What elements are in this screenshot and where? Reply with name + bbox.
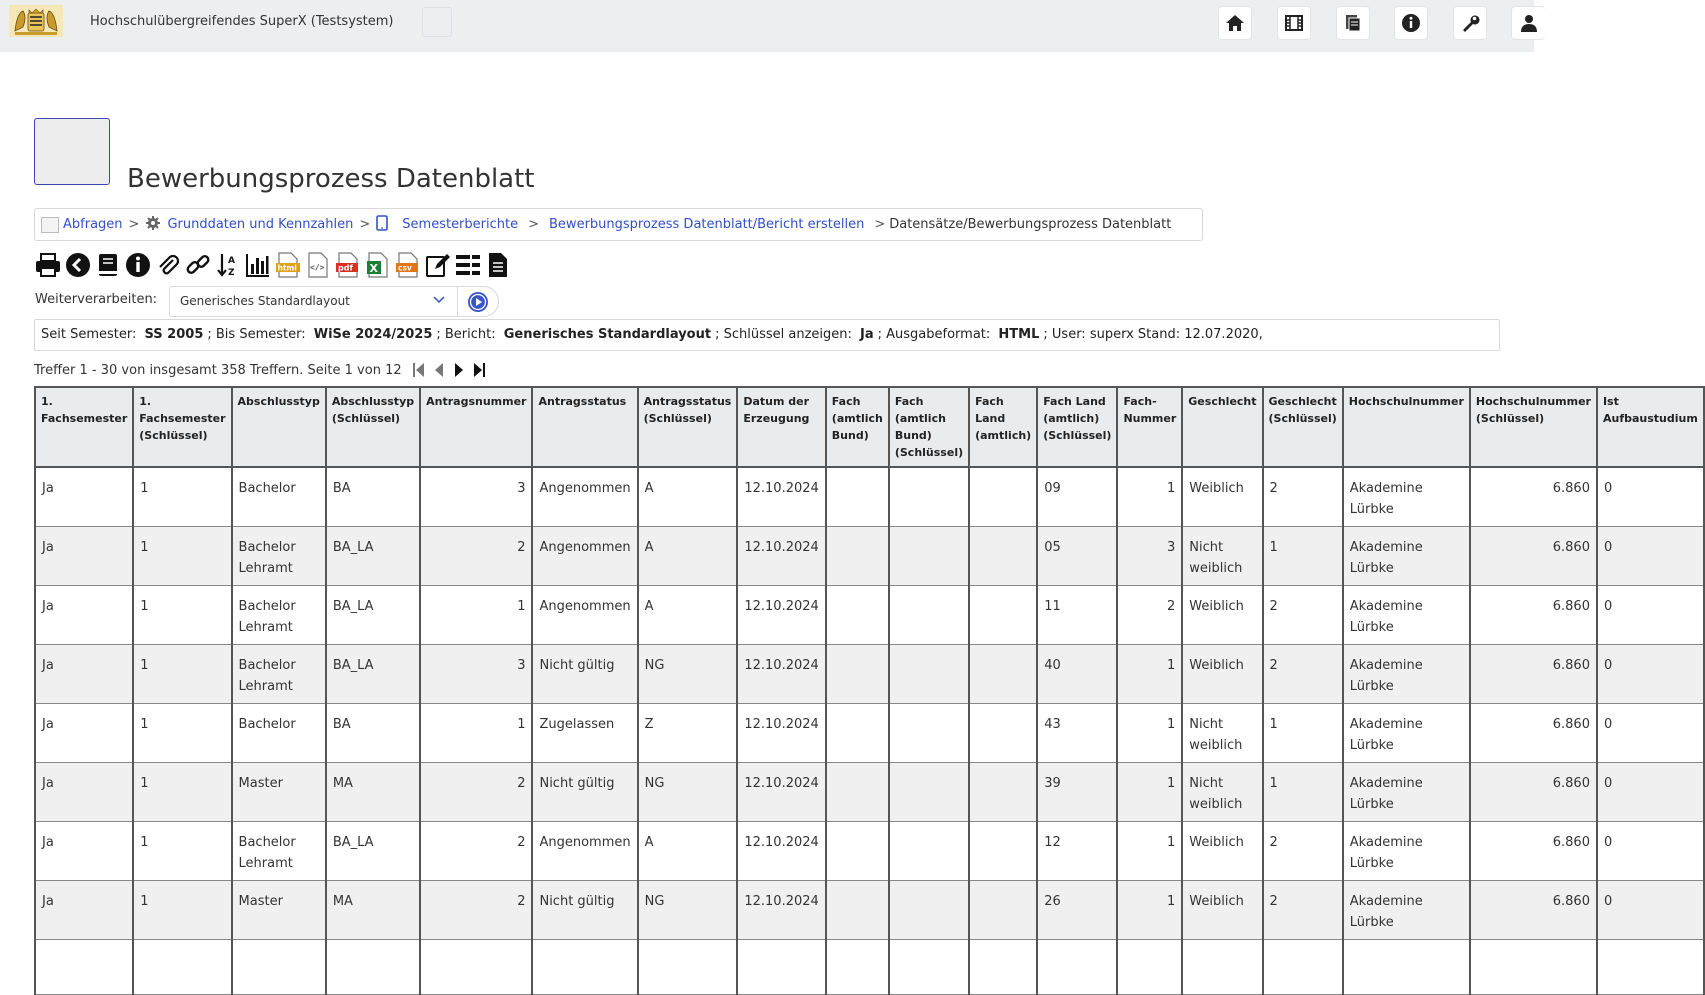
table-cell: 0 (1597, 467, 1704, 527)
seit-label: Seit Semester: (41, 327, 137, 342)
table-cell: 1 (1263, 704, 1343, 763)
table-cell (969, 645, 1037, 704)
table-row (35, 704, 1704, 763)
table-cell (826, 586, 889, 645)
table-cell: 2 (420, 527, 532, 586)
column-header[interactable]: Antragsnummer (420, 387, 532, 467)
table-cell: Bachelor Lehramt (232, 586, 326, 645)
table-cell: 2 (1263, 822, 1343, 881)
coat-of-arms-logo[interactable] (9, 5, 63, 37)
table-cell: 1 (1117, 763, 1182, 822)
book-button[interactable] (94, 251, 122, 279)
bis-value: WiSe 2024/2025 (313, 327, 433, 342)
table-cell: BA_LA (326, 822, 420, 881)
film-button[interactable] (1277, 6, 1311, 40)
table-cell (638, 940, 738, 995)
html-file-icon (275, 252, 301, 278)
sort-alpha-icon (215, 252, 241, 278)
table-cell: 0 (1597, 881, 1704, 940)
table-cell: Ja (35, 704, 133, 763)
column-header[interactable]: Fach Land (amtlich) (969, 387, 1037, 467)
pager (34, 361, 486, 379)
table-cell: 11 (1037, 586, 1117, 645)
table-cell: Akademine Lürbke (1343, 645, 1470, 704)
link-button[interactable] (184, 251, 212, 279)
table-cell (826, 822, 889, 881)
export-xls-button[interactable] (364, 251, 392, 279)
table-cell: Master (232, 763, 326, 822)
table-cell: 1 (1117, 467, 1182, 527)
table-cell: Bachelor Lehramt (232, 645, 326, 704)
column-header[interactable]: Geschlecht (1182, 387, 1262, 467)
table-cell: Nicht weiblich (1182, 704, 1262, 763)
table-cell (889, 822, 969, 881)
table-cell: Weiblich (1182, 822, 1262, 881)
table-cell: 12.10.2024 (737, 822, 825, 881)
table-cell: Akademine Lürbke (1343, 527, 1470, 586)
user-stand: ; User: superx Stand: 12.07.2020, (1043, 327, 1263, 342)
table-cell: Weiblich (1182, 467, 1262, 527)
table-cell: 0 (1597, 527, 1704, 586)
format-label: ; Ausgabeformat: (877, 327, 991, 342)
export-xml-button[interactable] (304, 251, 332, 279)
table-cell: 12.10.2024 (737, 467, 825, 527)
table-cell (826, 881, 889, 940)
chevron-left-circle-icon (65, 252, 91, 278)
breadcrumb-separator: > (359, 217, 371, 232)
table-cell (1343, 940, 1470, 995)
csv-file-icon (395, 252, 421, 278)
table-cell (1597, 940, 1704, 995)
table-row (35, 527, 1704, 586)
info-icon (125, 252, 151, 278)
table-cell: 2 (420, 822, 532, 881)
table-cell (326, 940, 420, 995)
table-cell: Ja (35, 467, 133, 527)
table-cell: BA_LA (326, 527, 420, 586)
excel-file-icon (365, 252, 391, 278)
export-csv-button[interactable] (394, 251, 422, 279)
sort-button[interactable] (214, 251, 242, 279)
schluessel-label: ; Schlüssel anzeigen: (715, 327, 852, 342)
table-cell: NG (638, 881, 738, 940)
user-button[interactable] (1511, 6, 1545, 40)
table-row (35, 822, 1704, 881)
column-header[interactable]: Geschlecht (Schlüssel) (1263, 387, 1343, 467)
table-cell: Bachelor Lehramt (232, 527, 326, 586)
table-cell (889, 940, 969, 995)
table-cell: 2 (1263, 467, 1343, 527)
info-details-button[interactable] (124, 251, 152, 279)
link-icon (185, 252, 211, 278)
table-cell: 6.860 (1470, 822, 1597, 881)
bar-chart-icon (245, 252, 271, 278)
table-cell: 2 (420, 763, 532, 822)
first-page-icon (412, 361, 426, 379)
user-icon (1519, 13, 1539, 33)
table-cell (969, 467, 1037, 527)
table-cell: 6.860 (1470, 881, 1597, 940)
book-icon (95, 252, 121, 278)
table-cell: 0 (1597, 645, 1704, 704)
table-cell: Akademine Lürbke (1343, 822, 1470, 881)
table-cell: Bachelor (232, 467, 326, 527)
column-header[interactable]: Fach Land (amtlich) (Schlüssel) (1037, 387, 1117, 467)
table-cell (969, 527, 1037, 586)
table-row (35, 763, 1704, 822)
list-settings-icon (455, 252, 481, 278)
table-cell: BA (326, 704, 420, 763)
table-cell: A (638, 586, 738, 645)
table-cell: Weiblich (1182, 645, 1262, 704)
paperclip-icon (155, 252, 181, 278)
table-cell: Nicht gültig (532, 645, 637, 704)
table-cell: 6.860 (1470, 586, 1597, 645)
table-cell: Akademine Lürbke (1343, 763, 1470, 822)
table-cell: 6.860 (1470, 763, 1597, 822)
prev-page-button[interactable] (432, 361, 446, 379)
table-cell: 12 (1037, 822, 1117, 881)
pdf-file-icon (335, 252, 361, 278)
checkbox-icon[interactable] (41, 217, 59, 233)
table-cell: Ja (35, 822, 133, 881)
table-cell: 6.860 (1470, 704, 1597, 763)
table-cell: A (638, 467, 738, 527)
column-header[interactable]: Ist Aufbaustudium (1597, 387, 1704, 467)
column-header[interactable]: Fach (amtlich Bund) (Schlüssel) (889, 387, 969, 467)
table-cell: Ja (35, 645, 133, 704)
settings-button[interactable] (1453, 6, 1487, 40)
print-icon (35, 252, 61, 278)
table-cell: Ja (35, 763, 133, 822)
table-cell: Akademine Lürbke (1343, 467, 1470, 527)
table-cell (826, 527, 889, 586)
table-cell: Nicht weiblich (1182, 763, 1262, 822)
weiterverarbeiten-label: Weiterverarbeiten: (35, 292, 158, 307)
table-cell: Akademine Lürbke (1343, 881, 1470, 940)
table-cell: 1 (1117, 704, 1182, 763)
table-cell: Bachelor Lehramt (232, 822, 326, 881)
books-icon (1343, 13, 1363, 33)
table-cell: MA (326, 881, 420, 940)
info-button[interactable] (1394, 6, 1428, 40)
table-cell: A (638, 527, 738, 586)
table-cell (35, 940, 133, 995)
table-cell: 1 (133, 527, 231, 586)
gear-puzzle-icon (145, 215, 161, 235)
table-cell: Angenommen (532, 586, 637, 645)
document-button[interactable] (484, 251, 512, 279)
table-cell: MA (326, 763, 420, 822)
table-cell (1037, 940, 1117, 995)
back-button[interactable] (64, 251, 92, 279)
chart-button[interactable] (244, 251, 272, 279)
table-cell (826, 467, 889, 527)
table-cell: 26 (1037, 881, 1117, 940)
breadcrumb-separator: > (528, 217, 540, 232)
breadcrumb-current: Datensätze/Bewerbungsprozess Datenblatt (889, 217, 1172, 232)
table-cell (969, 763, 1037, 822)
table-cell: Nicht gültig (532, 881, 637, 940)
breadcrumb-separator: > (128, 217, 140, 232)
table-cell: 0 (1597, 822, 1704, 881)
page-title: Bewerbungsprozess Datenblatt (127, 164, 535, 194)
books-button[interactable] (1336, 6, 1370, 40)
top-navbar (0, 0, 1534, 52)
table-cell (420, 940, 532, 995)
xls-badge: X (369, 262, 378, 275)
csv-badge: csv (398, 263, 412, 273)
table-cell: 1 (133, 881, 231, 940)
xml-file-icon (305, 252, 331, 278)
table-cell (737, 940, 825, 995)
table-cell: 39 (1037, 763, 1117, 822)
table-cell: 1 (133, 645, 231, 704)
table-cell: Zugelassen (532, 704, 637, 763)
first-page-button[interactable] (412, 361, 426, 379)
app-title: Hochschulübergreifendes SuperX (Testsystem) (90, 14, 394, 29)
report-parameters (34, 319, 1500, 351)
bericht-label: ; Bericht: (436, 327, 496, 342)
table-cell: 1 (133, 586, 231, 645)
table-cell (532, 940, 637, 995)
report-toolbar (34, 251, 512, 279)
table-cell: 1 (133, 763, 231, 822)
xml-badge: </> (310, 263, 325, 272)
table-cell (1182, 940, 1262, 995)
column-header[interactable]: Datum der Erzeugung (737, 387, 825, 467)
next-page-icon (452, 361, 466, 379)
breadcrumb (34, 208, 1203, 241)
pdf-badge: pdf (338, 263, 353, 273)
table-cell: 1 (420, 704, 532, 763)
table-cell: 12.10.2024 (737, 704, 825, 763)
table-cell: 1 (133, 467, 231, 527)
table-cell: BA (326, 467, 420, 527)
table-cell: 1 (1263, 527, 1343, 586)
table-row (35, 940, 1704, 995)
breadcrumb-item-grunddaten[interactable]: Grunddaten und Kennzahlen (167, 217, 354, 232)
table-row (35, 881, 1704, 940)
table-cell (826, 645, 889, 704)
table-cell (826, 704, 889, 763)
table-cell: 1 (1117, 645, 1182, 704)
table-cell: 12.10.2024 (737, 586, 825, 645)
table-cell: NG (638, 645, 738, 704)
table-cell: 1 (133, 822, 231, 881)
table-cell: 2 (420, 881, 532, 940)
column-header[interactable]: Abschlusstyp (Schlüssel) (326, 387, 420, 467)
table-cell (889, 527, 969, 586)
column-header[interactable]: 1. Fachsemester (35, 387, 133, 467)
breadcrumb-separator: > (874, 217, 886, 232)
html-badge: html (277, 263, 297, 273)
next-page-button[interactable] (452, 361, 466, 379)
table-row (35, 645, 1704, 704)
chevron-down-icon (433, 296, 445, 304)
home-icon (1225, 13, 1245, 33)
column-header[interactable]: Fach (amtlich Bund) (826, 387, 889, 467)
document-icon (485, 252, 511, 278)
edit-icon (425, 252, 451, 278)
table-cell: 12.10.2024 (737, 763, 825, 822)
table-cell: 1 (133, 704, 231, 763)
layout-select[interactable] (169, 286, 458, 317)
play-circle-icon (467, 291, 489, 313)
table-cell (1263, 940, 1343, 995)
last-page-icon (472, 361, 486, 379)
table-cell: 40 (1037, 645, 1117, 704)
column-header[interactable]: Fach-Nummer (1117, 387, 1182, 467)
table-cell: Bachelor (232, 704, 326, 763)
table-cell: 2 (1263, 645, 1343, 704)
table-row (35, 467, 1704, 527)
bericht-value: Generisches Standardlayout (503, 327, 712, 342)
home-button[interactable] (1218, 6, 1252, 40)
table-cell: 05 (1037, 527, 1117, 586)
table-cell: Akademine Lürbke (1343, 704, 1470, 763)
table-cell: Nicht weiblich (1182, 527, 1262, 586)
table-cell: 0 (1597, 586, 1704, 645)
breadcrumb-item-abfragen[interactable]: Abfragen (63, 217, 123, 232)
table-cell: 1 (1117, 822, 1182, 881)
table-cell: NG (638, 763, 738, 822)
table-cell: 43 (1037, 704, 1117, 763)
table-cell: 2 (1263, 586, 1343, 645)
table-cell: 12.10.2024 (737, 527, 825, 586)
tablet-icon (376, 215, 388, 235)
export-html-button[interactable] (274, 251, 302, 279)
column-header[interactable]: Antragsstatus (Schlüssel) (638, 387, 738, 467)
table-cell (889, 763, 969, 822)
go-button[interactable] (457, 286, 499, 317)
table-cell (889, 645, 969, 704)
table-cell: A (638, 822, 738, 881)
breadcrumb-item-semesterberichte[interactable]: Semesterberichte (402, 217, 519, 232)
attach-button[interactable] (154, 251, 182, 279)
table-cell (232, 940, 326, 995)
table-cell: 3 (420, 467, 532, 527)
table-cell: Ja (35, 586, 133, 645)
column-header[interactable]: Hochschulnummer (1343, 387, 1470, 467)
layout-button[interactable] (454, 251, 482, 279)
svg-text:A: A (228, 256, 235, 266)
table-cell: 3 (420, 645, 532, 704)
table-cell: 6.860 (1470, 645, 1597, 704)
table-cell (969, 822, 1037, 881)
table-cell: 2 (1263, 881, 1343, 940)
table-cell: BA_LA (326, 645, 420, 704)
table-cell: 12.10.2024 (737, 645, 825, 704)
column-header[interactable]: Abschlusstyp (232, 387, 326, 467)
export-pdf-button[interactable] (334, 251, 362, 279)
print-button[interactable] (34, 251, 62, 279)
edit-button[interactable] (424, 251, 452, 279)
table-cell: Master (232, 881, 326, 940)
wrench-icon (1460, 13, 1480, 33)
table-cell: Angenommen (532, 822, 637, 881)
layout-select-value: Generisches Standardlayout (180, 294, 350, 308)
table-cell: 1 (1117, 881, 1182, 940)
column-header[interactable]: Antragsstatus (532, 387, 637, 467)
table-cell: 09 (1037, 467, 1117, 527)
table-cell: 1 (1263, 763, 1343, 822)
table-cell: Angenommen (532, 527, 637, 586)
prev-page-icon (432, 361, 446, 379)
table-cell (826, 763, 889, 822)
table-cell: Angenommen (532, 467, 637, 527)
table-cell: Akademine Lürbke (1343, 586, 1470, 645)
bis-label: ; Bis Semester: (207, 327, 306, 342)
table-cell (1117, 940, 1182, 995)
last-page-button[interactable] (472, 361, 486, 379)
table-cell: 0 (1597, 763, 1704, 822)
seit-value: SS 2005 (144, 327, 204, 342)
table-cell (969, 940, 1037, 995)
table-row (35, 586, 1704, 645)
table-cell: 6.860 (1470, 467, 1597, 527)
format-value: HTML (998, 327, 1040, 342)
toggle-button[interactable] (422, 7, 452, 37)
svg-text:Z: Z (228, 268, 235, 278)
table-cell: Ja (35, 881, 133, 940)
table-cell: Weiblich (1182, 586, 1262, 645)
table-cell: 2 (1117, 586, 1182, 645)
report-icon-placeholder (34, 118, 110, 185)
table-cell: Nicht gültig (532, 763, 637, 822)
pager-text: Treffer 1 - 30 von insgesamt 358 Treffern. Seite 1 von 12 (34, 362, 402, 378)
table-cell: 1 (420, 586, 532, 645)
table-cell: Weiblich (1182, 881, 1262, 940)
table-cell (826, 940, 889, 995)
table-cell: Z (638, 704, 738, 763)
film-icon (1284, 13, 1304, 33)
table-cell (889, 881, 969, 940)
table-cell (1470, 940, 1597, 995)
table-cell (969, 586, 1037, 645)
table-cell (133, 940, 231, 995)
column-header[interactable]: 1. Fachsemester (Schlüssel) (133, 387, 231, 467)
table-cell: 6.860 (1470, 527, 1597, 586)
table-cell (889, 704, 969, 763)
table-cell (969, 881, 1037, 940)
table-cell: 3 (1117, 527, 1182, 586)
table-cell (889, 586, 969, 645)
info-icon (1401, 13, 1421, 33)
table-cell: Ja (35, 527, 133, 586)
table-cell: BA_LA (326, 586, 420, 645)
table-cell (969, 704, 1037, 763)
breadcrumb-item-bericht-erstellen[interactable]: Bewerbungsprozess Datenblatt/Bericht erstellen (549, 217, 865, 232)
table-cell: 12.10.2024 (737, 881, 825, 940)
data-table (34, 386, 1705, 995)
table-cell (889, 467, 969, 527)
schluessel-value: Ja (860, 327, 874, 342)
column-header[interactable]: Hochschulnummer (Schlüssel) (1470, 387, 1597, 467)
table-cell: 0 (1597, 704, 1704, 763)
